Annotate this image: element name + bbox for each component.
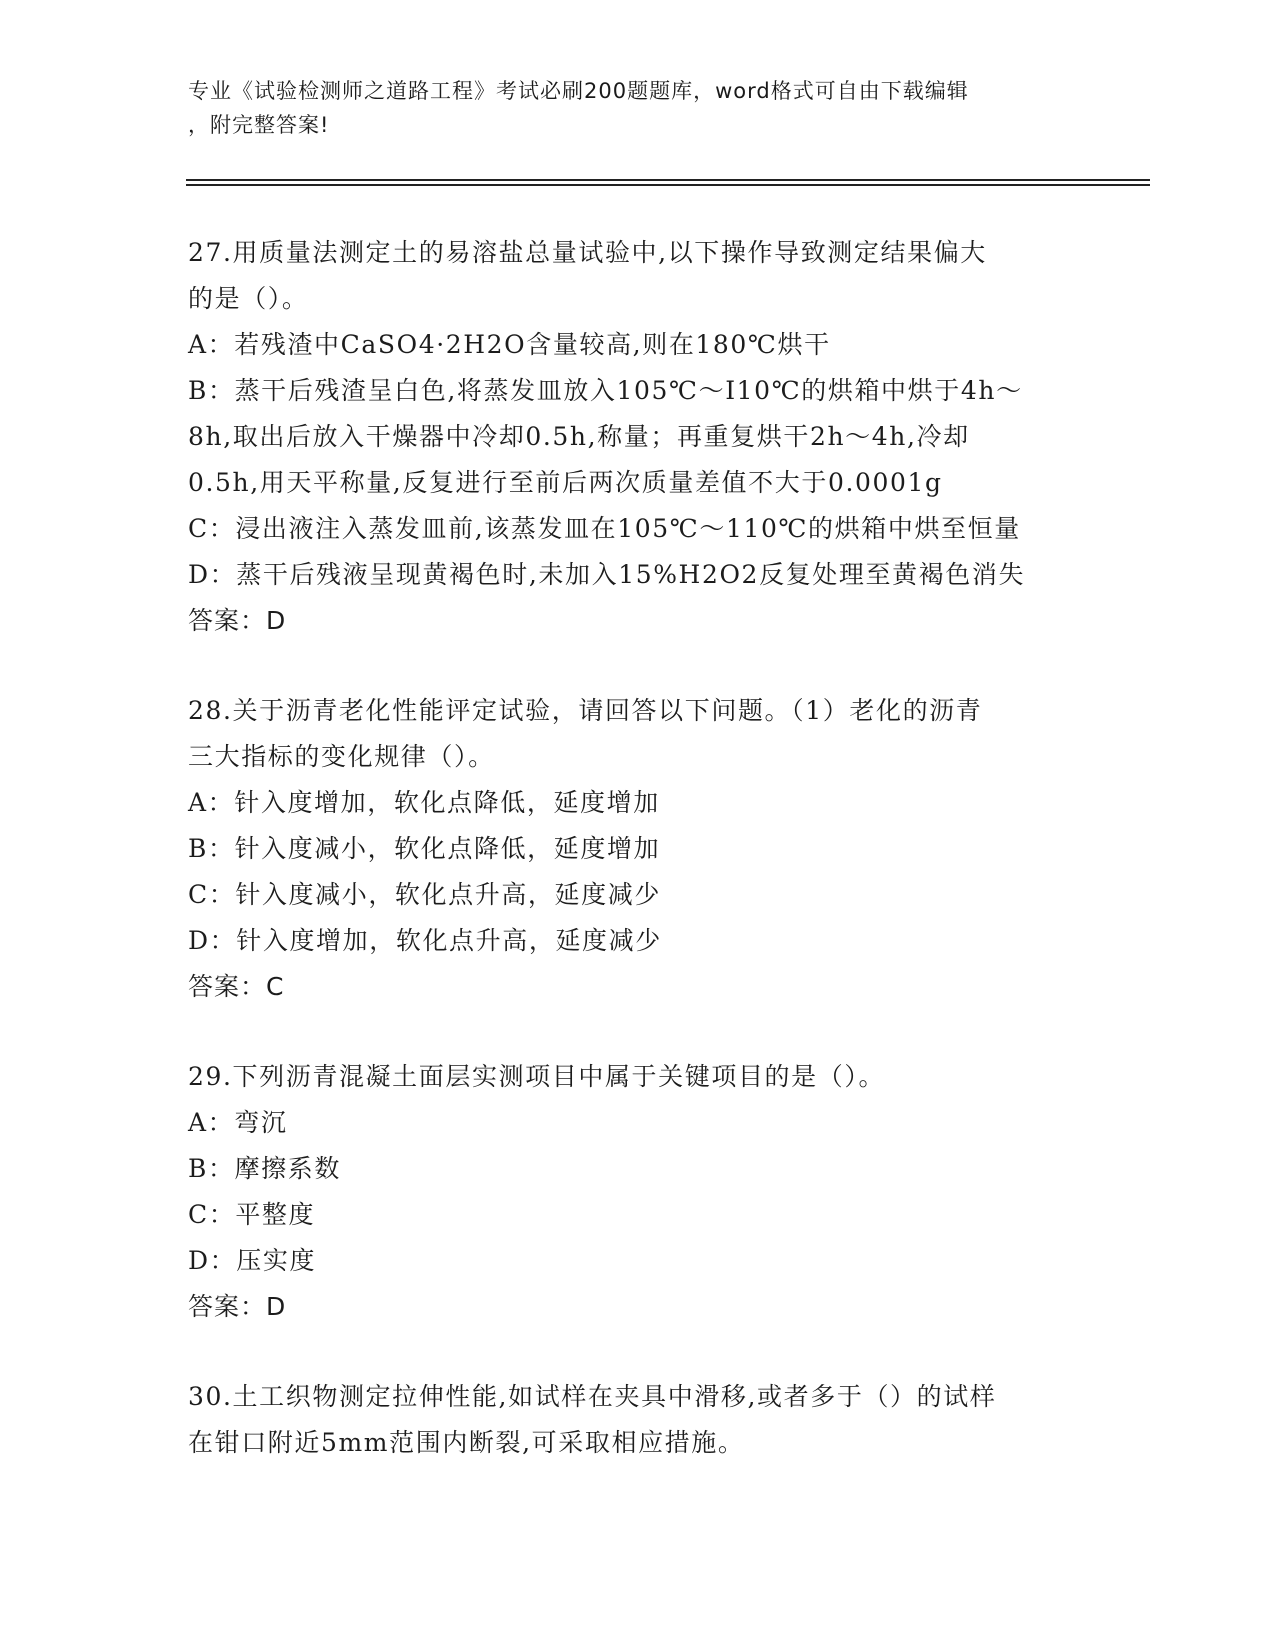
header-title-line-1: 专业《试验检测师之道路工程》考试必刷200题题库，word格式可自由下载编辑 bbox=[188, 79, 969, 103]
question-stem-line: 27.用质量法测定土的易溶盐总量试验中,以下操作导致测定结果偏大 bbox=[188, 238, 987, 267]
option-c: C：针入度减小，软化点升高，延度减少 bbox=[188, 880, 661, 909]
option-b: B：针入度减小，软化点降低，延度增加 bbox=[188, 834, 661, 863]
question-stem-line: 28.关于沥青老化性能评定试验，请回答以下问题。（1）老化的沥青 bbox=[188, 696, 983, 725]
question-stem-line: 在钳口附近5mm范围内断裂,可采取相应措施。 bbox=[188, 1428, 745, 1457]
option-b: B：蒸干后残渣呈白色,将蒸发皿放入105℃～I10℃的烘箱中烘于4h～ bbox=[188, 376, 1023, 405]
header-divider-top bbox=[186, 179, 1150, 181]
option-d: D：针入度增加，软化点升高，延度减少 bbox=[188, 926, 662, 955]
option-d: D：蒸干后残液呈现黄褐色时,未加入15%H2O2反复处理至黄褐色消失 bbox=[188, 560, 1026, 589]
question-28 bbox=[188, 688, 1088, 1010]
question-stem-line: 30.土工织物测定拉伸性能,如试样在夹具中滑移,或者多于（）的试样 bbox=[188, 1382, 997, 1411]
question-27 bbox=[188, 230, 1088, 644]
question-stem-line: 三大指标的变化规律（）。 bbox=[188, 742, 495, 771]
question-29 bbox=[188, 1054, 1088, 1330]
question-stem-line: 29.下列沥青混凝土面层实测项目中属于关键项目的是（）。 bbox=[188, 1062, 886, 1091]
option-c: C：浸出液注入蒸发皿前,该蒸发皿在105℃～110℃的烘箱中烘至恒量 bbox=[188, 514, 1021, 543]
option-b-continued: 0.5h,用天平称量,反复进行至前后两次质量差值不大于0.0001g bbox=[188, 468, 943, 497]
answer-label: 答案：D bbox=[188, 606, 287, 635]
option-c: C：平整度 bbox=[188, 1200, 316, 1229]
option-a: A：弯沉 bbox=[188, 1108, 288, 1137]
document-header bbox=[188, 74, 1088, 142]
answer-label: 答案：D bbox=[188, 1292, 287, 1321]
answer-label: 答案：C bbox=[188, 972, 285, 1001]
header-divider-bottom bbox=[186, 184, 1150, 186]
option-b: B：摩擦系数 bbox=[188, 1154, 341, 1183]
option-d: D：压实度 bbox=[188, 1246, 317, 1275]
option-a: A：针入度增加，软化点降低，延度增加 bbox=[188, 788, 660, 817]
question-30 bbox=[188, 1374, 1088, 1466]
option-a: A：若残渣中CaSO4·2H2O含量较高,则在180℃烘干 bbox=[188, 330, 831, 359]
header-title-line-2: ，附完整答案! bbox=[188, 113, 330, 137]
option-b-continued: 8h,取出后放入干燥器中冷却0.5h,称量；再重复烘干2h～4h,冷却 bbox=[188, 422, 970, 451]
question-stem-line: 的是（）。 bbox=[188, 284, 309, 313]
